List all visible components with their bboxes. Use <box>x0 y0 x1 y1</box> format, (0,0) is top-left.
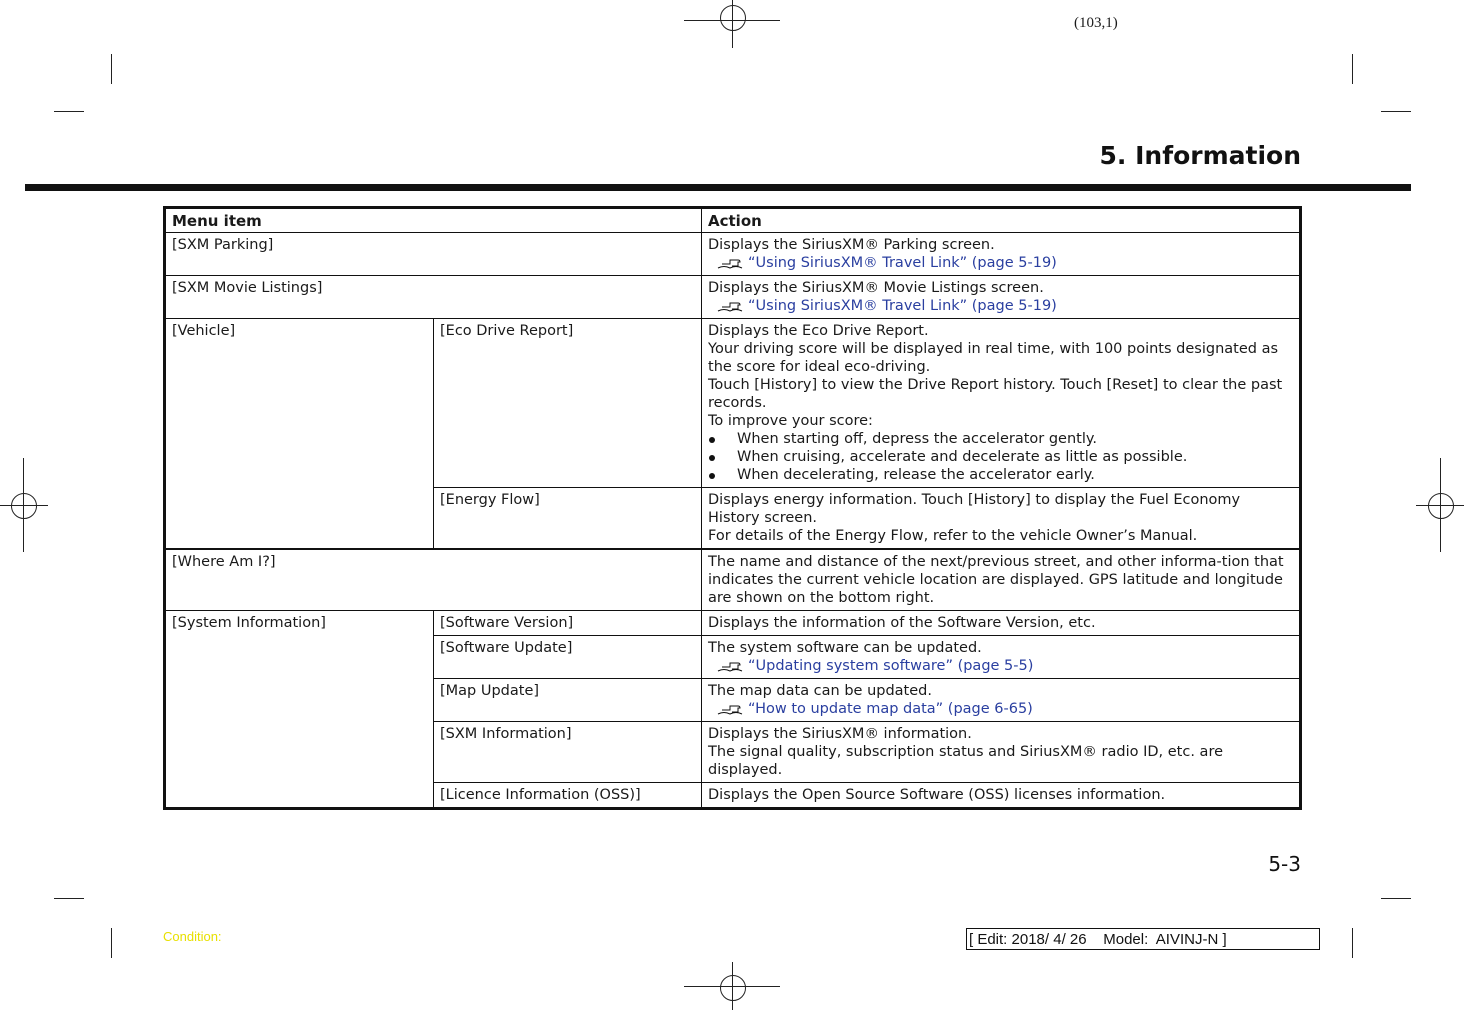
edit-info-box: [ Edit: 2018/ 4/ 26 Model: AIVINJ-N ] <box>966 928 1320 950</box>
condition-label: Condition: <box>163 929 222 944</box>
cross-reference-link[interactable] <box>708 657 1293 675</box>
action-cell <box>702 488 1301 550</box>
header-rule <box>25 184 1411 191</box>
cross-reference-text: “Updating system software” (page 5-5) <box>748 658 1034 674</box>
menu-item-vehicle: [Vehicle] <box>165 319 434 550</box>
cross-reference-text: “Using SiriusXM® Travel Link” (page 5-19) <box>748 298 1057 314</box>
book-pointing-hand-icon <box>716 701 746 716</box>
cross-reference-text: “How to update map data” (page 6-65) <box>748 701 1033 717</box>
menu-table <box>163 206 1302 810</box>
submenu-software-version: [Software Version] <box>434 611 702 636</box>
page-number: 5-3 <box>1268 852 1301 876</box>
page-reference: (103,1) <box>1074 15 1118 31</box>
submenu-sxm-information: [SXM Information] <box>434 722 702 783</box>
action-cell <box>702 636 1301 679</box>
submenu-energy-flow: [Energy Flow] <box>434 488 702 550</box>
action-cell <box>702 679 1301 722</box>
table-row <box>165 611 1301 636</box>
table-header-row <box>165 208 1301 233</box>
crop-mark <box>1381 898 1411 899</box>
crop-mark <box>54 898 84 899</box>
book-pointing-hand-icon <box>716 658 746 673</box>
action-text: For details of the Energy Flow, refer to the vehicle Owner’s Manual. <box>708 528 1198 544</box>
menu-item-system-information: [System Information] <box>165 611 434 809</box>
action-text: Touch [History] to view the Drive Report history. Touch [Reset] to clear the past records. <box>708 377 1283 411</box>
list-item: When decelerating, release the accelerator early. <box>708 466 1293 484</box>
action-cell: Displays the Open Source Software (OSS) licenses information. <box>702 783 1301 809</box>
menu-item-where-am-i: [Where Am I?] <box>165 549 702 611</box>
crop-mark <box>1352 928 1353 958</box>
registration-mark-top <box>684 0 780 48</box>
action-text: The signal quality, subscription status and SiriusXM® radio ID, etc. are displayed. <box>708 744 1224 778</box>
cross-reference-link[interactable] <box>708 254 1293 272</box>
book-pointing-hand-icon <box>716 255 746 270</box>
list-item: When cruising, accelerate and decelerate as little as possible. <box>708 448 1293 466</box>
menu-item-sxm-movie-listings: [SXM Movie Listings] <box>165 276 702 319</box>
crop-mark <box>1381 111 1411 112</box>
action-text: The map data can be updated. <box>708 683 932 699</box>
action-text: Your driving score will be displayed in real time, with 100 points designated as the score for ideal eco-driving. <box>708 341 1279 375</box>
action-cell: Displays the information of the Software Version, etc. <box>702 611 1301 636</box>
registration-mark-bottom <box>684 962 780 1010</box>
action-text: Displays the SiriusXM® Parking screen. <box>708 237 995 253</box>
action-text: Displays the SiriusXM® information. <box>708 726 972 742</box>
cross-reference-link[interactable] <box>708 297 1293 315</box>
submenu-licence-information: [Licence Information (OSS)] <box>434 783 702 809</box>
header-menu-item: Menu item <box>165 208 702 233</box>
action-cell <box>702 319 1301 488</box>
crop-mark <box>111 928 112 958</box>
table-row <box>165 319 1301 488</box>
submenu-software-update: [Software Update] <box>434 636 702 679</box>
table-row <box>165 276 1301 319</box>
crop-mark <box>54 111 84 112</box>
registration-mark-left <box>0 458 48 552</box>
list-item: When starting off, depress the accelerator gently. <box>708 430 1293 448</box>
action-text: Displays the Eco Drive Report. <box>708 323 929 339</box>
cross-reference-link[interactable] <box>708 700 1293 718</box>
action-text: Displays energy information. Touch [History] to display the Fuel Economy History screen. <box>708 492 1241 526</box>
cross-reference-text: “Using SiriusXM® Travel Link” (page 5-19) <box>748 255 1057 271</box>
action-text: The system software can be updated. <box>708 640 982 656</box>
book-pointing-hand-icon <box>716 298 746 313</box>
header-action: Action <box>702 208 1301 233</box>
crop-mark <box>1352 54 1353 84</box>
tips-list <box>708 430 1293 484</box>
menu-item-sxm-parking: [SXM Parking] <box>165 233 702 276</box>
action-cell <box>702 722 1301 783</box>
table-row <box>165 233 1301 276</box>
action-cell <box>702 276 1301 319</box>
crop-mark <box>111 54 112 84</box>
submenu-eco-drive-report: [Eco Drive Report] <box>434 319 702 488</box>
action-text: Displays the SiriusXM® Movie Listings screen. <box>708 280 1044 296</box>
section-title: 5. Information <box>1099 141 1301 170</box>
action-cell: The name and distance of the next/previous street, and other informa-tion that indicates the current vehicle location are displayed. GPS latitude and longitude are shown on the bottom right. <box>702 549 1301 611</box>
registration-mark-right <box>1416 458 1464 552</box>
submenu-map-update: [Map Update] <box>434 679 702 722</box>
action-text: To improve your score: <box>708 413 873 429</box>
action-cell <box>702 233 1301 276</box>
table-row <box>165 549 1301 611</box>
